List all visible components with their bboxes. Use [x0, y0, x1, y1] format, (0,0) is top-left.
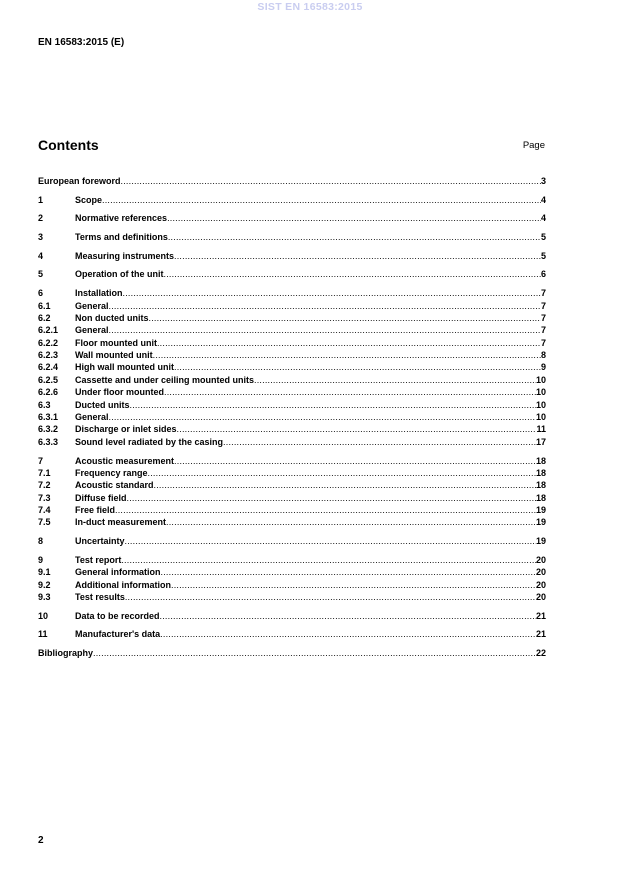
contents-title: Contents: [38, 137, 99, 153]
toc-entry-title: Normative references: [75, 213, 168, 224]
toc-entry-number: 6.2.3: [38, 350, 59, 361]
toc-dot-leader: [160, 628, 536, 640]
toc-entry-page: 19: [535, 505, 546, 516]
toc-dot-leader: [123, 287, 541, 299]
toc-dot-leader: [164, 386, 536, 398]
watermark: SIST EN 16583:2015: [257, 1, 363, 13]
toc-entry-number: 7.4: [38, 505, 51, 516]
toc-dot-leader: [157, 337, 541, 349]
toc-entry-page: 20: [535, 579, 546, 590]
toc-dot-leader: [109, 411, 536, 423]
toc-entry-title: Discharge or inlet sides: [75, 424, 177, 435]
toc-entry-page: 7: [540, 288, 546, 299]
toc-entry[interactable]: [38, 300, 546, 312]
toc-entry-page: 21: [535, 610, 546, 621]
toc-entry-title: Bibliography: [38, 648, 94, 659]
toc-entry-title: Acoustic standard: [75, 480, 154, 491]
toc-entry-page: 20: [535, 592, 546, 602]
toc-entry-number: 3: [38, 232, 44, 243]
toc-entry-page: 10: [535, 399, 546, 410]
toc-entry-title: In-duct measurement: [75, 517, 167, 528]
toc-entry-title: Additional information: [75, 579, 171, 590]
toc-entry[interactable]: [38, 349, 546, 361]
toc-entry-page: 10: [535, 412, 546, 423]
toc-dot-leader: [154, 479, 536, 491]
toc-entry-page: 20: [535, 567, 546, 578]
toc-entry[interactable]: [38, 554, 546, 566]
toc-entry[interactable]: [38, 399, 546, 411]
toc-entry-title: Ducted units: [75, 399, 130, 410]
toc-entry-number: 6.2.2: [38, 337, 59, 348]
toc-dot-leader: [171, 579, 536, 591]
toc-entry-title: Test report: [75, 554, 122, 565]
toc-entry-number: 6.3: [38, 399, 51, 410]
toc-entry-number: 7.2: [38, 480, 51, 491]
toc-entry[interactable]: [38, 361, 546, 373]
toc-entry-title: Uncertainty: [75, 536, 125, 547]
toc-entry[interactable]: [38, 268, 546, 280]
toc-entry[interactable]: [38, 455, 546, 467]
toc-entry[interactable]: [38, 175, 546, 187]
toc-entry-page: 4: [540, 194, 546, 205]
toc-entry-page: 19: [535, 517, 546, 528]
toc-dot-leader: [93, 647, 536, 659]
toc-entry-number: 7.1: [38, 467, 51, 478]
toc-entry[interactable]: [38, 479, 546, 491]
toc-entry-title: High wall mounted unit: [75, 362, 174, 373]
toc-entry-page: 10: [535, 387, 546, 398]
toc-dot-leader: [121, 175, 541, 187]
toc-entry-title: Test results: [75, 592, 125, 602]
toc-entry-title: Measuring instruments: [75, 250, 175, 261]
page-column-label: Page: [522, 140, 545, 151]
toc-entry[interactable]: [38, 324, 546, 336]
table-of-contents: [38, 175, 546, 659]
toc-dot-leader: [174, 361, 541, 373]
toc-dot-leader: [109, 300, 541, 312]
toc-dot-leader: [115, 504, 536, 516]
toc-entry-number: 9.1: [38, 567, 51, 578]
toc-entry-number: 4: [38, 250, 44, 261]
toc-entry-page: 7: [540, 325, 546, 336]
toc-entry-title: Wall mounted unit: [75, 350, 153, 361]
toc-entry-title: Operation of the unit: [75, 269, 164, 280]
toc-entry-title: Acoustic measurement: [75, 455, 175, 466]
toc-dot-leader: [223, 436, 536, 448]
toc-entry-title: General: [75, 300, 109, 311]
toc-entry[interactable]: [38, 647, 546, 659]
toc-entry-title: Frequency range: [75, 467, 148, 478]
toc-dot-leader: [102, 194, 541, 206]
toc-entry-page: 7: [540, 300, 546, 311]
toc-entry-page: 18: [535, 480, 546, 491]
toc-entry-page: 19: [535, 536, 546, 547]
toc-entry-title: Terms and definitions: [75, 232, 168, 243]
toc-entry-page: 4: [540, 213, 546, 224]
toc-entry-number: 6.2.6: [38, 387, 59, 398]
toc-entry-title: General: [75, 412, 109, 423]
toc-entry[interactable]: [38, 436, 546, 448]
toc-entry-number: 9: [38, 554, 44, 565]
toc-entry-page: 10: [535, 374, 546, 385]
toc-entry-number: 11: [38, 629, 48, 640]
toc-entry-number: 8: [38, 536, 44, 547]
toc-dot-leader: [166, 516, 536, 528]
toc-entry-page: 7: [540, 312, 546, 323]
toc-entry[interactable]: [38, 337, 546, 349]
toc-entry-page: 11: [536, 424, 546, 435]
toc-entry-page: 20: [535, 554, 546, 565]
toc-entry[interactable]: [38, 579, 546, 591]
toc-dot-leader: [174, 455, 536, 467]
toc-entry-title: Scope: [75, 194, 103, 205]
toc-entry[interactable]: [38, 535, 546, 547]
toc-entry-number: 10: [38, 610, 49, 621]
toc-entry-title: Under floor mounted: [75, 387, 164, 398]
toc-dot-leader: [164, 268, 541, 280]
toc-entry-page: 21: [535, 629, 546, 640]
toc-entry-page: 8: [540, 350, 546, 361]
toc-entry-page: 9: [540, 362, 546, 373]
footer-page-number: 2: [38, 835, 44, 846]
toc-entry-page: 18: [535, 492, 546, 503]
toc-dot-leader: [254, 374, 536, 386]
toc-entry-page: 7: [540, 337, 546, 348]
toc-entry-title: Cassette and under ceiling mounted units: [75, 374, 255, 385]
toc-dot-leader: [167, 212, 541, 224]
toc-entry-page: 5: [540, 250, 546, 261]
toc-entry[interactable]: [38, 591, 546, 603]
toc-entry-page: 18: [535, 467, 546, 478]
toc-dot-leader: [109, 324, 541, 336]
toc-entry-number: 5: [38, 269, 44, 280]
toc-entry-title: General: [75, 325, 109, 336]
toc-dot-leader: [127, 492, 536, 504]
toc-entry-number: 6.3.1: [38, 412, 59, 423]
toc-entry[interactable]: [38, 411, 546, 423]
toc-entry[interactable]: [38, 467, 546, 479]
toc-entry[interactable]: [38, 504, 546, 516]
toc-dot-leader: [121, 554, 536, 566]
toc-entry-number: 7.3: [38, 492, 51, 503]
toc-entry[interactable]: [38, 194, 546, 206]
toc-entry-number: 9.2: [38, 579, 51, 590]
toc-entry[interactable]: [38, 423, 546, 435]
toc-entry-number: 7: [38, 455, 44, 466]
toc-entry[interactable]: [38, 374, 546, 386]
toc-entry-number: 7.5: [38, 517, 51, 528]
toc-entry[interactable]: [38, 231, 546, 243]
toc-entry-page: 6: [540, 269, 546, 280]
toc-entry[interactable]: [38, 212, 546, 224]
toc-entry-title: Diffuse field: [75, 492, 127, 503]
toc-entry-number: 6: [38, 288, 44, 299]
toc-entry-page: 17: [535, 436, 546, 447]
toc-entry[interactable]: [38, 516, 546, 528]
toc-dot-leader: [148, 467, 536, 479]
toc-entry-page: 18: [535, 455, 546, 466]
toc-entry-number: 9.3: [38, 592, 51, 602]
toc-entry-number: 6.2: [38, 312, 51, 323]
toc-entry[interactable]: [38, 492, 546, 504]
toc-entry-title: Installation: [75, 288, 123, 299]
toc-entry-title: European foreword: [38, 176, 121, 186]
toc-entry[interactable]: [38, 287, 546, 299]
toc-dot-leader: [177, 423, 537, 435]
toc-entry[interactable]: [38, 386, 546, 398]
toc-entry-title: Manufacturer's data: [75, 629, 161, 640]
toc-entry-number: 2: [38, 213, 44, 224]
toc-entry-number: 6.1: [38, 300, 51, 311]
toc-dot-leader: [161, 566, 536, 578]
toc-entry-page: 5: [540, 232, 546, 243]
toc-dot-leader: [174, 250, 541, 262]
toc-entry-number: 1: [38, 194, 44, 205]
toc-dot-leader: [130, 399, 536, 411]
toc-entry[interactable]: [38, 566, 546, 578]
toc-entry[interactable]: [38, 250, 546, 262]
toc-entry-number: 6.2.4: [38, 362, 59, 373]
toc-entry-number: 6.3.2: [38, 424, 59, 435]
document-id: EN 16583:2015 (E): [38, 37, 125, 48]
toc-entry-page: 3: [540, 176, 546, 186]
toc-entry-title: Non ducted units: [75, 312, 149, 323]
toc-entry-title: Free field: [75, 505, 116, 516]
toc-entry-title: Data to be recorded: [75, 610, 160, 621]
toc-dot-leader: [168, 231, 541, 243]
toc-entry-number: 6.2.5: [38, 374, 59, 385]
toc-dot-leader: [125, 591, 536, 603]
toc-entry-number: 6.3.3: [38, 436, 59, 447]
toc-entry[interactable]: [38, 628, 546, 640]
toc-entry-number: 6.2.1: [38, 325, 59, 336]
toc-dot-leader: [149, 312, 541, 324]
toc-entry-title: Sound level radiated by the casing: [75, 436, 224, 447]
toc-entry-page: 22: [535, 648, 546, 659]
toc-dot-leader: [125, 535, 536, 547]
toc-entry-title: General information: [75, 567, 161, 578]
toc-entry[interactable]: [38, 312, 546, 324]
toc-dot-leader: [160, 610, 536, 622]
toc-dot-leader: [153, 349, 541, 361]
toc-entry[interactable]: [38, 610, 546, 622]
toc-entry-title: Floor mounted unit: [75, 337, 157, 348]
